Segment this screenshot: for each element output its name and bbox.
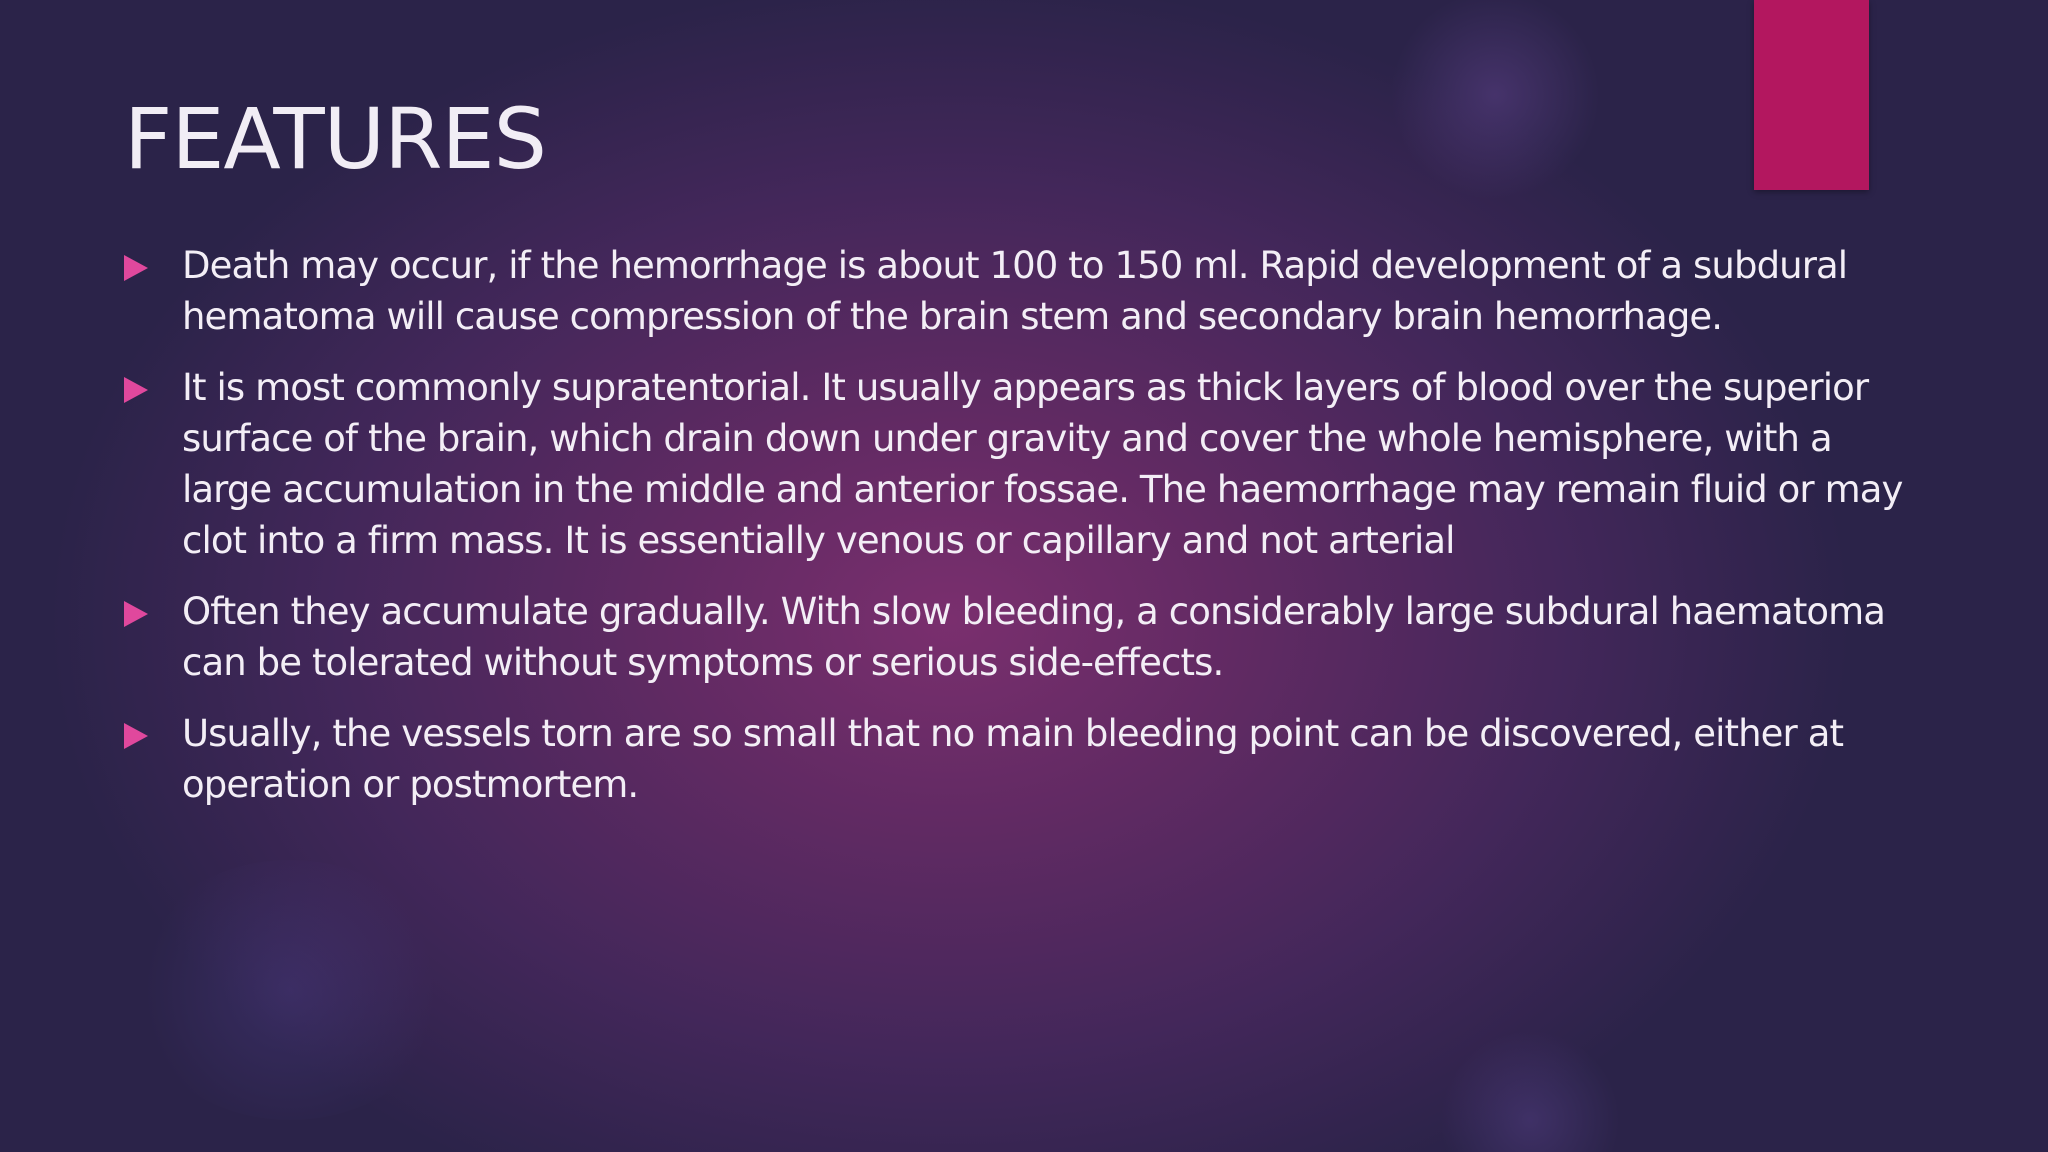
bullet-item: [124, 586, 1924, 688]
bullet-text: Death may occur, if the hemorrhage is about 100 to 150 ml. Rapid development of a subdural hematoma will cause compression of the brain stem and secondary brain hemorrhage.: [182, 244, 1848, 338]
triangle-bullet-icon: [124, 255, 148, 281]
bullet-item: [124, 362, 1924, 566]
bullet-text: Often they accumulate gradually. With slow bleeding, a considerably large subdural haematoma can be tolerated without symptoms or serious side-effects.: [182, 590, 1886, 684]
triangle-bullet-icon: [124, 723, 148, 749]
background-glow: [130, 860, 450, 1120]
background-glow: [1390, 0, 1600, 200]
accent-bar: [1754, 0, 1869, 190]
bullet-text: It is most commonly supratentorial. It usually appears as thick layers of blood over the superior surface of the brain, which drain down under gravity and cover the whole hemisphere, with a large accumulation in the middle and anterior fossae. The haemorrhage may remain fluid or may clot into a firm mass. It is essentially venous or capillary and not arterial: [182, 366, 1903, 562]
bullet-item: [124, 240, 1924, 342]
bullet-text: Usually, the vessels torn are so small that no main bleeding point can be discovered, either at operation or postmortem.: [182, 712, 1844, 806]
slide-title: FEATURES: [124, 90, 546, 188]
background-glow: [1440, 1030, 1620, 1152]
triangle-bullet-icon: [124, 377, 148, 403]
bullet-list: [124, 240, 1924, 830]
bullet-item: [124, 708, 1924, 810]
triangle-bullet-icon: [124, 601, 148, 627]
